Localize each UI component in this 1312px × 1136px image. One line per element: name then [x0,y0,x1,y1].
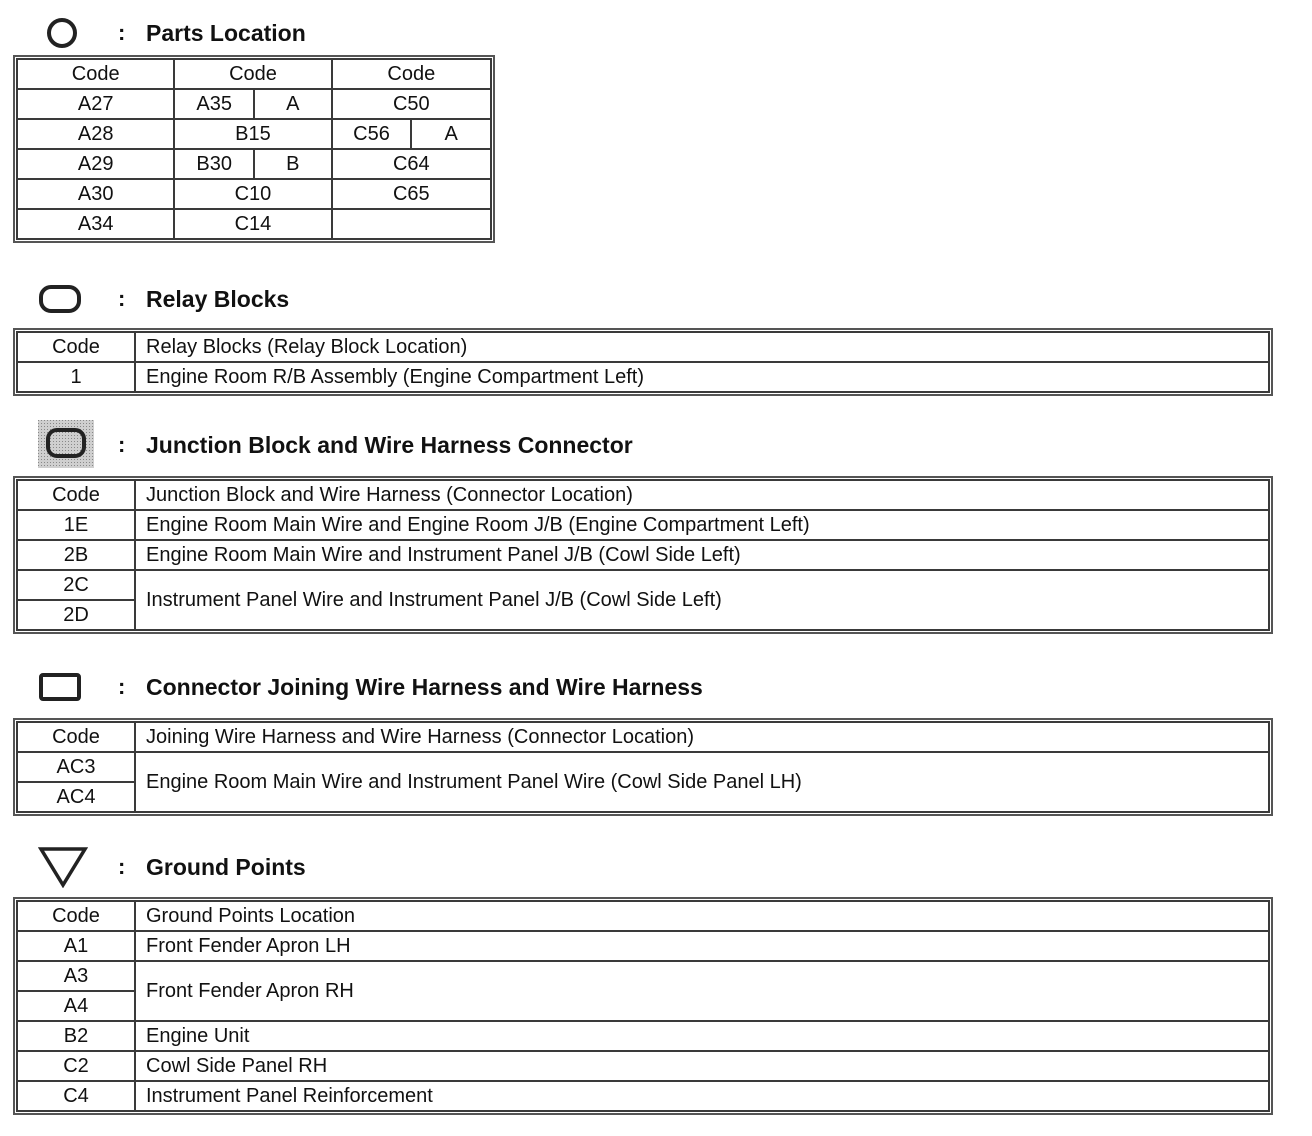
desc-cell: Engine Room Main Wire and Instrument Panel Wire (Cowl Side Panel LH) [135,752,1269,812]
table-header-row [17,480,1269,510]
connector-joining-heading [0,666,900,712]
code-cell: A [254,89,332,119]
header-cell: Joining Wire Harness and Wire Harness (Connector Location) [135,722,1269,752]
header-cell: Code [332,59,491,89]
table-row [17,119,491,149]
code-cell: A30 [17,179,174,209]
rounded-rect-icon [38,284,82,314]
code-cell: AC3 [17,752,135,782]
header-cell: Code [17,722,135,752]
code-cell: AC4 [17,782,135,812]
table-row [17,89,491,119]
parts-location-heading [0,12,900,58]
desc-cell: Engine Room Main Wire and Engine Room J/B (Engine Compartment Left) [135,510,1269,540]
separator-colon: : [118,20,126,45]
code-cell: 1 [17,362,135,392]
section-title: Connector Joining Wire Harness and Wire Harness [146,674,703,700]
relay-blocks-heading [0,278,900,324]
rectangle-icon [38,672,82,702]
header-cell: Relay Blocks (Relay Block Location) [135,332,1269,362]
code-cell: A27 [17,89,174,119]
shaded-rounded-rect-icon [38,420,94,468]
code-cell: A3 [17,961,135,991]
desc-cell: Front Fender Apron RH [135,961,1269,1021]
header-cell: Junction Block and Wire Harness (Connector Location) [135,480,1269,510]
ground-points-table [16,900,1270,1112]
junction-block-table [16,479,1270,631]
header-cell: Code [17,59,174,89]
separator-colon: : [118,674,126,699]
code-cell: C65 [332,179,491,209]
code-cell: C56 [332,119,412,149]
table-row [17,1051,1269,1081]
junction-block-heading [0,424,900,470]
desc-cell: Instrument Panel Wire and Instrument Panel J/B (Cowl Side Left) [135,570,1269,630]
table-row [17,209,491,239]
code-cell: A29 [17,149,174,179]
code-cell: 2D [17,600,135,630]
code-cell: 2B [17,540,135,570]
desc-cell: Engine Room R/B Assembly (Engine Compartment Left) [135,362,1269,392]
circle-icon [45,16,79,50]
code-cell: C4 [17,1081,135,1111]
parts-location-table [16,58,492,240]
code-cell: C64 [332,149,491,179]
code-cell: C14 [174,209,331,239]
table-header-row [17,722,1269,752]
header-cell: Code [174,59,331,89]
section-title: Junction Block and Wire Harness Connector [146,432,633,458]
table-row [17,931,1269,961]
table-row [17,570,1269,600]
separator-colon: : [118,854,126,879]
code-cell: A35 [174,89,254,119]
table-row [17,961,1269,991]
desc-cell: Engine Room Main Wire and Instrument Panel J/B (Cowl Side Left) [135,540,1269,570]
table-row [17,510,1269,540]
code-cell: 2C [17,570,135,600]
code-cell: A1 [17,931,135,961]
ground-points-heading [0,846,900,892]
table-header-row [17,332,1269,362]
empty-cell [332,209,491,239]
code-cell: A28 [17,119,174,149]
table-header-row [17,901,1269,931]
desc-cell: Engine Unit [135,1021,1269,1051]
code-cell: 1E [17,510,135,540]
table-row [17,752,1269,782]
code-cell: A4 [17,991,135,1021]
separator-colon: : [118,286,126,311]
header-cell: Code [17,901,135,931]
code-cell: B2 [17,1021,135,1051]
section-title: Ground Points [146,854,306,880]
desc-cell: Front Fender Apron LH [135,931,1269,961]
code-cell: B [254,149,332,179]
code-cell: A34 [17,209,174,239]
table-header-row [17,59,491,89]
table-row [17,1081,1269,1111]
header-cell: Code [17,332,135,362]
header-cell: Code [17,480,135,510]
code-cell: B15 [174,119,331,149]
code-cell: C50 [332,89,491,119]
table-row [17,362,1269,392]
table-row [17,179,491,209]
section-title: Relay Blocks [146,286,290,312]
code-cell: C10 [174,179,331,209]
section-title: Parts Location [146,20,306,46]
header-cell: Ground Points Location [135,901,1269,931]
code-cell: B30 [174,149,254,179]
table-row [17,149,491,179]
triangle-down-icon [38,846,88,888]
connector-joining-table [16,721,1270,813]
code-cell: A [411,119,491,149]
table-row [17,1021,1269,1051]
code-cell: C2 [17,1051,135,1081]
relay-blocks-table [16,331,1270,393]
separator-colon: : [118,432,126,457]
desc-cell: Instrument Panel Reinforcement [135,1081,1269,1111]
desc-cell: Cowl Side Panel RH [135,1051,1269,1081]
table-row [17,540,1269,570]
